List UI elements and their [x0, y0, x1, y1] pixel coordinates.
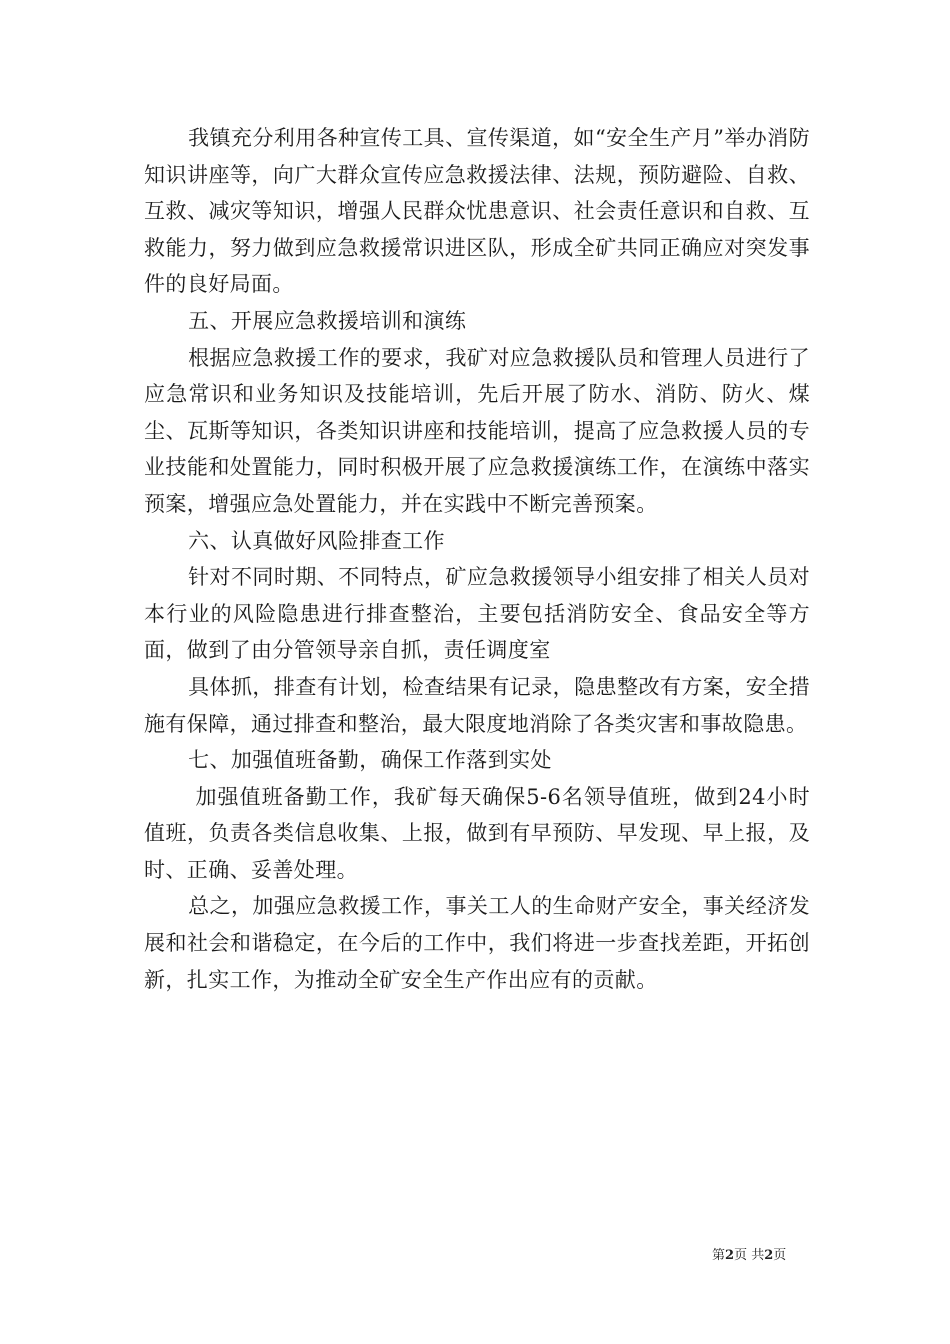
paragraph-duty: 加强值班备勤工作，我矿每天确保5-6名领导值班，做到24小时值班，负责各类信息收集、上报，做到有早预防、早发现、早上报，及时、正确、妥善处理。: [144, 784, 810, 882]
paragraph-training: 根据应急救援工作的要求，我矿对应急救援队员和管理人员进行了应急常识和业务知识及技能培训，先后开展了防水、消防、防火、煤尘、瓦斯等知识，各类知识讲座和技能培训，提高了应急救援人员的专业技能和处置能力，同时积极开展了应急救援演练工作，在演练中落实预案，增强应急处置能力，并在实践中不断完善预案。: [144, 345, 810, 516]
footer-prefix: 第: [712, 1248, 726, 1263]
document-body: [144, 120, 810, 998]
footer-suffix: 页: [773, 1248, 787, 1263]
section-heading-duty: 七、加强值班备勤，确保工作落到实处: [188, 748, 552, 773]
footer-current-page: 2: [725, 1248, 735, 1263]
page-footer: [712, 1248, 786, 1264]
footer-middle: 页 共: [734, 1248, 765, 1263]
paragraph-risk-check: 针对不同时期、不同特点，矿应急救援领导小组安排了相关人员对本行业的风险隐患进行排查整治，主要包括消防安全、食品安全等方面，做到了由分管领导亲自抓，责任调度室: [144, 565, 810, 663]
section-heading-training: 五、开展应急救援培训和演练: [188, 308, 467, 333]
section-heading-risk-check: 六、认真做好风险排查工作: [188, 528, 445, 553]
paragraph-conclusion: 总之，加强应急救援工作，事关工人的生命财产安全，事关经济发展和社会和谐稳定，在今后的工作中，我们将进一步查找差距，开拓创新，扎实工作，为推动全矿安全生产作出应有的贡献。: [144, 894, 810, 992]
paragraph-publicity: 我镇充分利用各种宣传工具、宣传渠道，如“安全生产月”举办消防知识讲座等，向广大群众宣传应急救援法律、法规，预防避险、自救、互救、减灾等知识，增强人民群众忧患意识、社会责任意识和自救、互救能力，努力做到应急救援常识进区队，形成全矿共同正确应对突发事件的良好局面。: [144, 126, 810, 297]
paragraph-risk-check-continued: 具体抓，排查有计划，检查结果有记录，隐患整改有方案，安全措施有保障，通过排查和整治，最大限度地消除了各类灾害和事故隐患。: [144, 674, 810, 736]
footer-total-pages: 2: [764, 1248, 774, 1263]
